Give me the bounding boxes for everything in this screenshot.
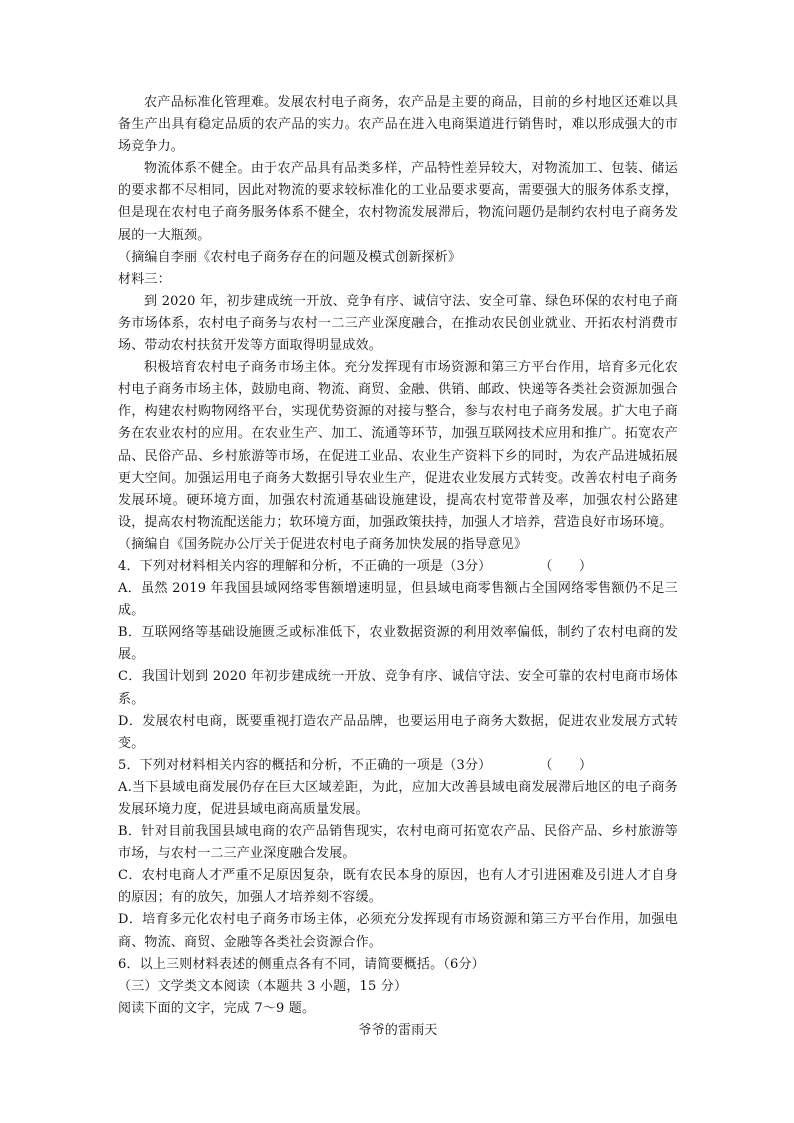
question-4-stem (118, 556, 678, 578)
paragraph-2020-goal: 到 2020 年，初步建成统一开放、竞争有序、诚信守法、安全可靠、绿色环保的农村电子商务市场体系，农村电子商务与农村一二三产业深度融合，在推动农民创业就业、开拓农村消费市场、带动农村扶贫开发等方面取得明显成效。 (118, 293, 678, 354)
paragraph-product-standardization: 农产品标准化管理难。发展农村电子商务，农产品是主要的商品，目前的乡村地区还难以具备生产出具有稳定品质的农产品的实力。农产品在进入电商渠道进行销售时，难以形成强大的市场竞争力。 (118, 95, 678, 155)
material-3-label: 材料三： (118, 271, 171, 287)
source-citation-2: （摘编自李丽《农村电子商务存在的问题及模式创新探析》 (118, 249, 462, 265)
reading-instruction: 阅读下面的文字，完成 7～9 题。 (118, 1000, 316, 1016)
question-4-option-c: C．我国计划到 2020 年初步建成统一开放、竞争有序、诚信守法、安全可靠的农村电商市场体系。 (118, 669, 678, 707)
question-5-option-a: A.当下县域电商发展仍存在巨大区域差距，为此，应加大改善县域电商发展滞后地区的电子商务发展环境力度，促进县域电商高质量发展。 (118, 779, 678, 817)
question-5-option-d: D．培育多元化农村电子商务市场主体，必须充分发挥现有市场资源和第三方平台作用，加强电商、物流、商贸、金融等各类社会资源合作。 (118, 912, 678, 950)
question-4-option-a: A．虽然 2019 年我国县域网络零售额增速明显，但县域电商零售额占全国网络零售额仍不足三成。 (118, 581, 678, 619)
question-6: 6．以上三则材料表述的侧重点各有不同，请简要概括。（6分） (118, 956, 485, 972)
answer-blank: （ ） (539, 558, 593, 574)
source-citation-3: （摘编自《国务院办公厅关于促进农村电子商务加快发展的指导意见》 (118, 536, 528, 552)
question-4-option-b: B．互联网络等基础设施匮乏或标准低下，农业数据资源的利用效率偏低，制约了农村电商的发展。 (118, 625, 678, 663)
question-4-text: 4．下列对材料相关内容的理解和分析，不正确的一项是（3分） (118, 558, 492, 574)
question-5-text: 5．下列对材料相关内容的概括和分析，不正确的一项是（3分） (118, 757, 492, 773)
paragraph-logistics: 物流体系不健全。由于农产品具有品类多样，产品特性差异较大，对物流加工、包装、储运的要求都不尽相同，因此对物流的要求较标准化的工业品要求要高，需要强大的服务体系支撑，但是现在农村电子商务服务体系不健全，农村物流发展滞后，物流问题仍是制约农村电子商务发展的一大瓶颈。 (118, 161, 678, 243)
paragraph-market-entities: 积极培育农村电子商务市场主体。充分发挥现有市场资源和第三方平台作用，培育多元化农村电子商务市场主体，鼓励电商、物流、商贸、金融、供销、邮政、快递等各类社会资源加强合作，构建农村购物网络平台，实现优势资源的对接与整合，参与农村电子商务发展。扩大电子商务在农业农村的应用。在农业生产、加工、流通等环节，加强互联网技术应用和推广。拓宽农产品、民俗产品、乡村旅游等市场，在促进工业品、农业生产资料下乡的同时，为农产品进城拓展更大空间。加强运用电子商务大数据引导农业生产，促进农业发展方式转变。改善农村电子商务发展环境。硬环境方面，加强农村流通基础设施建设，提高农村宽带普及率，加强农村公路建设，提高农村物流配送能力；软环境方面，加强政策扶持，加强人才培养，营造良好市场环境。 (118, 360, 678, 530)
question-5-option-b: B．针对目前我国县域电商的农产品销售现实，农村电商可拓宽农产品、民俗产品、乡村旅游等市场，与农村一二三产业深度融合发展。 (118, 824, 678, 862)
question-5-stem (118, 755, 678, 777)
answer-blank: （ ） (539, 757, 593, 773)
question-4-option-d: D．发展农村电商，既要重视打造农产品品牌，也要运用电子商务大数据，促进农业发展方式转变。 (118, 713, 678, 751)
document-page (118, 92, 678, 1042)
question-5-option-c: C．农村电商人才严重不足原因复杂，既有农民本身的原因，也有人才引进困难及引进人才自身的原因；有的放矢，加强人才培养刻不容缓。 (118, 868, 678, 906)
story-title: 爷爷的雷雨天 (358, 1022, 438, 1038)
section-3-heading: （三）文学类文本阅读（本题共 3 小题，15 分） (118, 978, 408, 994)
